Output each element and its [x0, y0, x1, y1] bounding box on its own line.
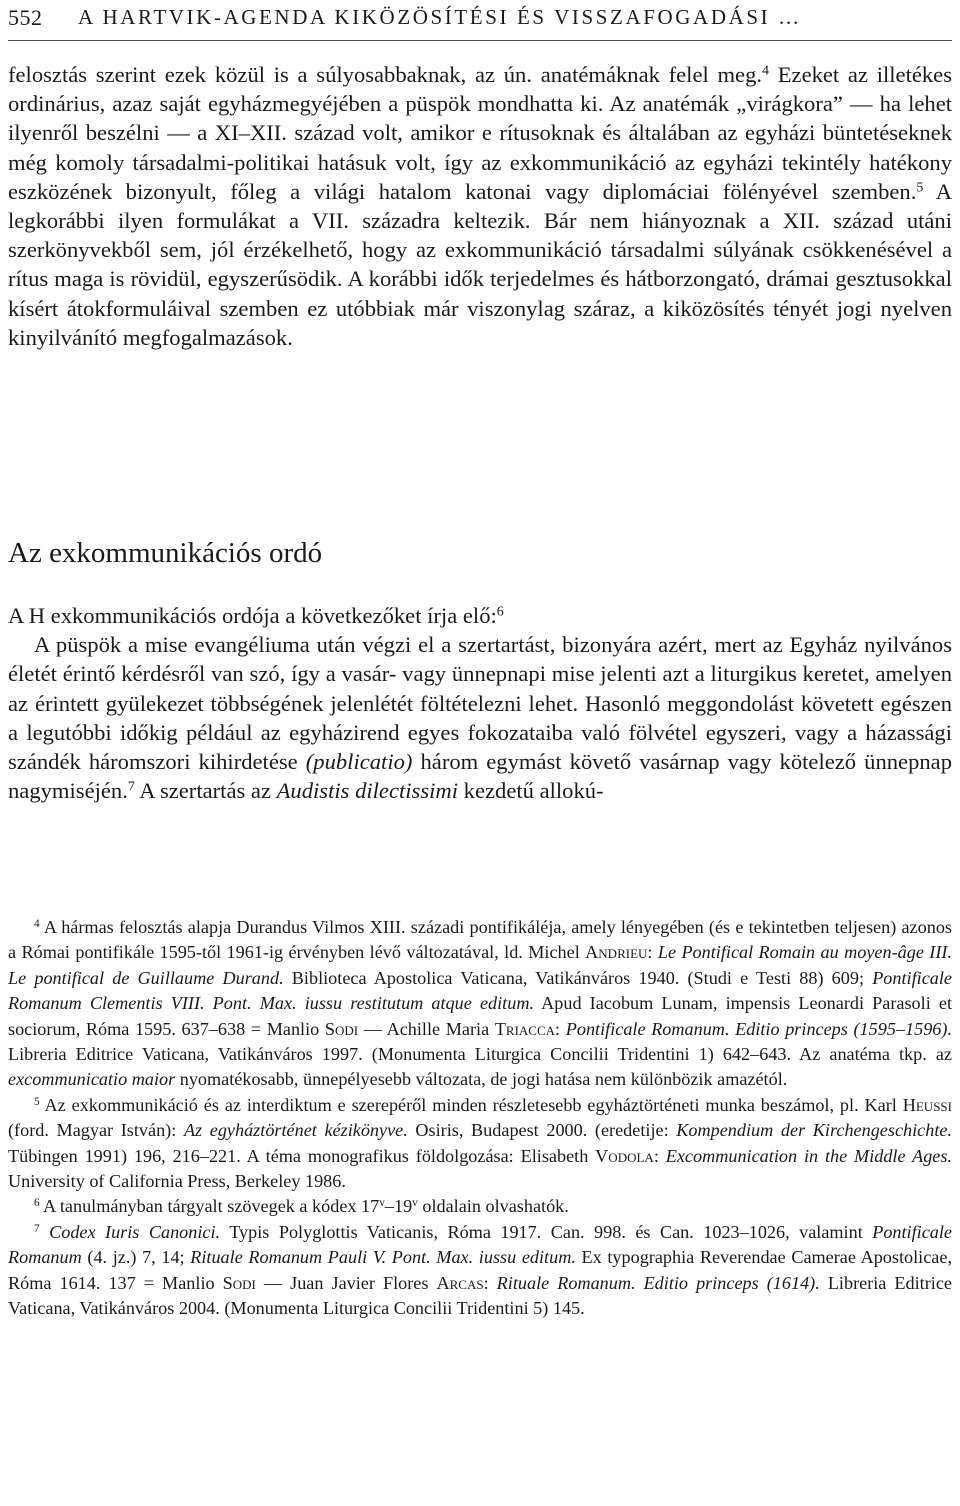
text-run: Ezeket az illetékes ordinárius, azaz saját egyházmegyéjében a püspök mondhatta ki. Az anatémák „virágkora” — ha lehet ilyenről beszélni — a XI–XII. század volt, amikor e rítusoknak és általában az egyházi büntetéseknek még komoly társadalmi-politikai hatásuk volt, így az exkommunikáció az egyházi tekintély hatékony eszközének bizonyult, főleg a világi hatalom katonai vagy diplomáciai fölényével szemben.: [8, 62, 952, 204]
text-run: :: [647, 942, 658, 963]
text-run: (4. jz.) 7, 14;: [81, 1247, 191, 1268]
text-run: Typis Polyglottis Vaticanis, Róma 1917. Can. 998. és Can. 1023–1026, valamint: [220, 1221, 873, 1242]
text-run: — Achille Maria: [358, 1018, 495, 1039]
work-title: Rituale Romanum Pauli V. Pont. Max. iussu editum.: [190, 1247, 576, 1268]
verso-mark: v: [379, 1197, 385, 1210]
text-run: nyomatékosabb, ünnepélyesebb változata, de jogi hatása nem különbözik amazétól.: [175, 1069, 788, 1090]
footnote-mark: 4: [34, 917, 40, 930]
text-run: –19: [384, 1196, 413, 1217]
ordo-paragraph: [8, 630, 952, 805]
work-title: Rituale Romanum. Editio princeps (1614).: [496, 1272, 820, 1293]
work-title: Kompendium der Kirchengeschichte.: [676, 1120, 953, 1141]
text-run: három egymást követő vasárnap vagy kötelező ünnepnap nagymiséjén.: [8, 749, 952, 804]
author-name: Andrieu: [585, 942, 648, 963]
text-run: A legkorábbi ilyen formulákat a VII. századra keltezik. Bár nem hiányoznak a XII. század utáni szerkönyvekből sem, jól érzékelhető, hogy az exkommunikáció társadalmi súlyának csökkenésével a rítus maga is rövidül, egyszerűsödik. A korábbi idők terjedelmes és hátborzongató, drámai gesztusokkal kísért átokformuláival szemben ez utóbbiak már viszonylag száraz, a kiközösítés tényét jogi nyelven kinyilvánító megfogalmazások.: [8, 178, 953, 350]
work-title: Pontificale Romanum: [8, 1221, 953, 1268]
footnote-ref-5[interactable]: 5: [916, 180, 924, 196]
footnote-ref-7[interactable]: 7: [127, 779, 135, 795]
verso-mark: v: [412, 1197, 418, 1210]
text-run: :: [483, 1272, 497, 1293]
text-run: A hármas felosztás alapja Durandus Vilmos XIII. századi pontifikáléja, amely lényegében (és e tekintetben teljesen) azonos a Római pontifikále 1595-től 1961-ig érvényben lévő változatával, ld. Michel: [8, 917, 952, 963]
intro-paragraph: [8, 60, 952, 352]
intro-text: [8, 60, 952, 352]
text-run: A H exkommunikációs ordója a következőket írja elő:: [8, 603, 497, 628]
text-run: oldalain olvashatók.: [417, 1196, 569, 1217]
footnote-7: [8, 1220, 952, 1322]
footnote-ref-4[interactable]: 4: [762, 63, 770, 79]
text-run: University of California Press, Berkeley 1986.: [8, 1171, 346, 1192]
work-title: Le Pontifical Romain au moyen-âge III. Le pontifical de Guillaume Durand.: [8, 942, 952, 988]
work-title: Pontificale Romanum Clementis VIII. Pont. Max. iussu restitutum atque editum.: [8, 967, 952, 1014]
footnote-ref-6[interactable]: 6: [496, 604, 504, 620]
author-name: Sodi: [324, 1018, 359, 1039]
text-run: Apud Iacobum Lunam, impensis Leonardi Parasoli et sociorum, Róma 1595. 637–638 = Manlio: [8, 993, 952, 1039]
footnote-6: [8, 1194, 952, 1219]
text-run: Biblioteca Apostolica Vaticana, Vatikánváros 1940. (Studi e Testi 88) 609;: [283, 967, 873, 988]
text-run: Libreria Editrice Vaticana, Vatikánváros 2004. (Monumenta Liturgica Concilii Tridentini 5) 145.: [8, 1272, 952, 1319]
text-run: :: [653, 1145, 666, 1166]
italic-term: Audistis dilectissimi: [276, 778, 459, 804]
footnote-mark: 5: [34, 1095, 40, 1108]
author-name: Arcas: [436, 1272, 484, 1293]
section-heading: Az exkommunikációs ordó: [8, 537, 323, 569]
author-name: Vodola: [595, 1145, 654, 1166]
text-run: Ex typographia Reverendae Camerae Apostolicae, Róma 1614. 137 = Manlio: [8, 1247, 952, 1293]
italic-term: (publicatio): [305, 749, 413, 775]
ordo-text: [8, 601, 952, 805]
author-name: Heussi: [902, 1094, 952, 1115]
author-name: Sodi: [222, 1272, 256, 1293]
italic-term: excommunicatio maior: [8, 1069, 176, 1090]
text-run: A szertartás az: [134, 778, 277, 804]
text-run: felosztás szerint ezek közül is a súlyosabbaknak, az ún. anatémáknak felel meg.: [8, 62, 763, 87]
work-title: Excommunication in the Middle Ages.: [665, 1145, 953, 1166]
text-run: [40, 1222, 49, 1242]
footnote-mark: 6: [34, 1197, 40, 1210]
ordo-intro-paragraph: [8, 601, 952, 630]
author-name: Triacca: [494, 1018, 556, 1039]
text-run: Osiris, Budapest 2000. (eredetije:: [407, 1120, 677, 1141]
work-title: Az egyháztörténet kézikönyve.: [183, 1120, 408, 1141]
text-run: :: [555, 1018, 566, 1039]
text-run: Az exkommunikáció és az interdiktum e szerepéről minden részletesebb egyháztörténeti munka beszámol, pl. Karl: [39, 1094, 903, 1115]
text-run: kezdetű allokú-: [458, 778, 604, 804]
text-run: A tanulmányban tárgyalt szövegek a kódex 17: [39, 1196, 380, 1217]
text-run: Tübingen 1991) 196, 216–221. A téma monografikus földolgozása: Elisabeth: [8, 1145, 596, 1166]
text-run: (ford. Magyar István):: [8, 1120, 184, 1141]
footnote-5: [8, 1093, 952, 1195]
text-run: A püspök a mise evangéliuma után végzi el a szertartást, bizonyára azért, mert az Egyház nyilvános életét érintő kérdésről van szó, így a vasár- vagy ünnepnapi mise jelenti azt a liturgikus keretet, amelyen az érintett gyülekezet többségének jelenlétét föltételezni lehet. Hasonló meggondolást követett egészen a legutóbbi időkig például az egyházirend egyes fokozataiba való fölvétel egyszeri, vagy a házassági szándék háromszori kihirdetése: [8, 632, 952, 775]
running-header: [8, 0, 952, 41]
running-title: A HARTVIK-AGENDA KIKÖZÖSÍTÉSI ÉS VISSZAFOGADÁSI …: [78, 5, 802, 29]
text-run: Libreria Editrice Vaticana, Vatikánváros 1997. (Monumenta Liturgica Concilii Tridentini 1) 642–643. Az anatéma tkp. az: [8, 1044, 952, 1065]
work-title: Pontificale Romanum. Editio princeps (1595–1596).: [565, 1018, 952, 1039]
footnotes: [8, 915, 952, 1322]
footnote-mark: 7: [34, 1222, 40, 1235]
page-number: 552: [8, 5, 43, 30]
text-run: — Juan Javier Flores: [255, 1272, 437, 1293]
footnote-4: [8, 915, 952, 1093]
work-title: Codex Iuris Canonici.: [49, 1221, 221, 1242]
